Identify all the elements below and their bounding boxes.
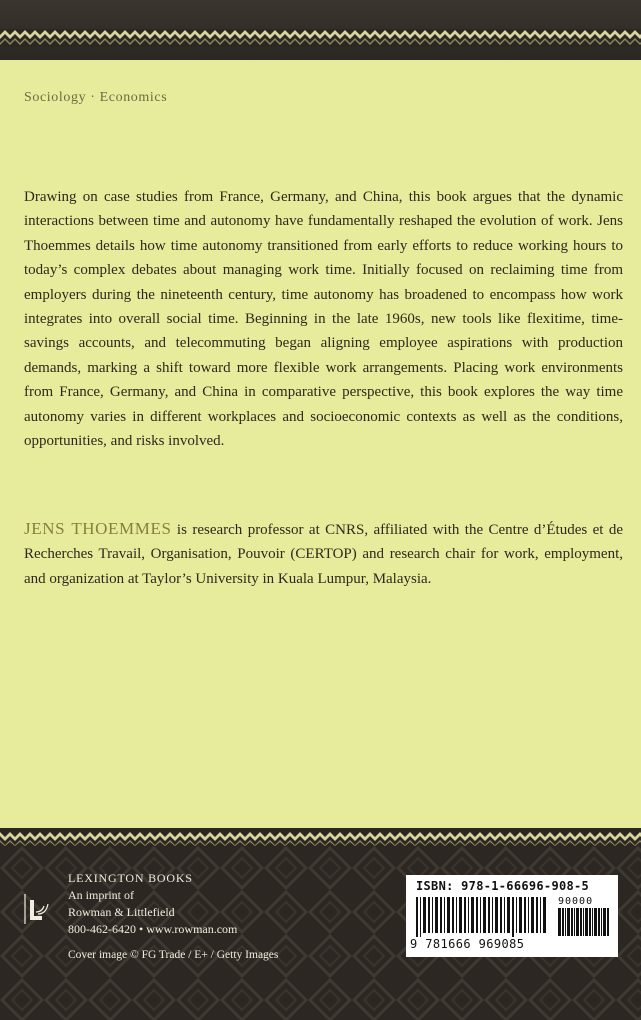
author-name: JENS THOEMMES	[24, 519, 172, 538]
subject-category: Sociology · Economics	[24, 90, 168, 105]
barcode-bar	[536, 897, 538, 933]
barcode-bar	[607, 908, 609, 936]
barcode-bar	[492, 897, 493, 933]
barcode-bar	[567, 908, 570, 936]
barcode-bar	[471, 897, 474, 933]
author-bio	[24, 517, 623, 591]
barcode-bar	[468, 897, 469, 933]
barcode-bar	[512, 897, 514, 937]
imprint-line: An imprint of	[68, 888, 134, 902]
barcode-bar	[603, 908, 606, 936]
barcode-bar	[574, 908, 575, 936]
barcode-bar	[543, 897, 546, 933]
barcode-bar	[483, 897, 486, 933]
barcode-bar	[571, 908, 573, 936]
barcode-bar	[452, 897, 454, 933]
barcode-bar	[565, 908, 566, 936]
barcode-bar	[459, 897, 462, 933]
barcode-bar	[480, 897, 481, 933]
barcode-bar	[444, 897, 445, 933]
barcode-bar	[598, 908, 600, 936]
barcode-bar	[594, 908, 597, 936]
barcode-bar	[601, 908, 602, 936]
barcode-bar	[583, 908, 584, 936]
barcode-bar	[585, 908, 588, 936]
barcode-bar	[420, 897, 421, 937]
barcode-bar	[507, 897, 510, 933]
barcode-bar	[562, 908, 564, 936]
publisher-info	[68, 870, 237, 938]
barcode-bar	[589, 908, 591, 936]
barcode-bar	[495, 897, 498, 933]
barcode-bar	[504, 897, 505, 933]
author-bio-text: is research professor at CNRS, affiliated with the Centre d’Études et de Recherches Travail, Organisation, Pouvoir (CERTOP) and research chair for work, employment, and organization at Taylor’s University in Kuala Lumpur, Malaysia.	[24, 522, 624, 587]
barcode-bar	[423, 897, 426, 933]
price-code: 90000	[558, 896, 594, 907]
addon-barcode-bars	[556, 908, 610, 939]
barcode-bar	[440, 897, 442, 933]
barcode-bar	[447, 897, 450, 933]
barcode-bar	[456, 897, 457, 933]
barcode-bar	[416, 897, 418, 937]
barcode-bar	[540, 897, 541, 933]
barcode-bar	[516, 897, 517, 933]
book-description: Drawing on case studies from France, Germany, and China, this book argues that the dynamic interactions between time and autonomy have fundamentally reshaped the evolution of work. Jens Thoemmes details how time autonomy transitioned from early efforts to reduce working hours to today’s complex debates about managing work time. Initially focused on reclaiming time from employers during the nineteenth century, time autonomy has broadened to encompass how work integrates into overall social time. Beginning in the late 1960s, new tools like flexitime, time-savings accounts, and telecommuting began aligning employee aspirations with production demands, marking a shift toward more flexible work arrangements. Placing work environments from France, Germany, and China in comparative perspective, this book explores the way time autonomy varies in different workplaces and socioeconomic contexts as well as the conditions, opportunities, and risks involved.	[24, 189, 623, 450]
barcode-bar	[488, 897, 490, 933]
publisher-name: LEXINGTON BOOKS	[68, 871, 193, 885]
top-zigzag-trim	[0, 29, 641, 47]
barcode-bar	[500, 897, 502, 933]
barcode-bar	[592, 908, 593, 936]
barcode-bar	[524, 897, 526, 933]
barcode-bar	[464, 897, 466, 933]
barcode-bar	[519, 897, 522, 933]
isbn-label: ISBN: 978-1-66696-908-5	[416, 879, 590, 893]
barcode-bar	[432, 897, 433, 933]
barcode-bar	[558, 908, 561, 936]
ean-barcode-bars	[414, 897, 550, 939]
lexington-logo-icon	[24, 892, 52, 926]
barcode-bar	[580, 908, 582, 936]
barcode-bar	[528, 897, 529, 933]
ean-digits: 9 781666 969085	[410, 937, 525, 951]
barcode-bar	[531, 897, 534, 933]
barcode-bar	[435, 897, 438, 933]
barcode-bar	[428, 897, 430, 933]
barcode-bar	[576, 908, 579, 936]
isbn-barcode	[406, 875, 618, 957]
bottom-zigzag-trim	[0, 828, 641, 846]
barcode-bar	[476, 897, 478, 933]
cover-credit: Cover image © FG Trade / E+ / Getty Images	[68, 949, 279, 961]
parent-publisher: Rowman & Littlefield	[68, 905, 175, 919]
publisher-contact: 800-462-6420 • www.rowman.com	[68, 922, 238, 936]
